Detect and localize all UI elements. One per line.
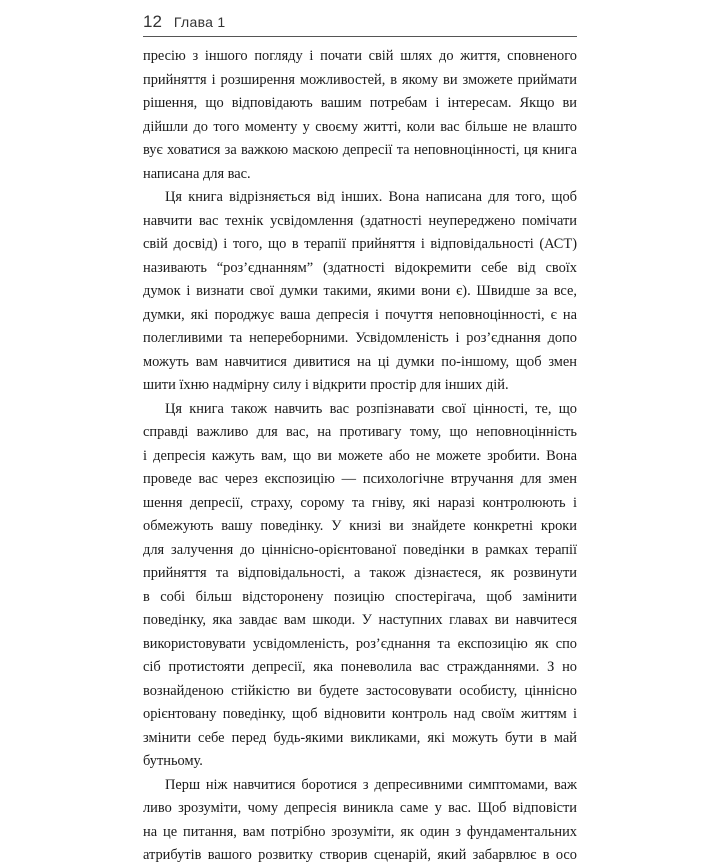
text-line: думки, які породжує ваша депресія і почуття неповноцінності, є на bbox=[143, 306, 577, 323]
text-line: шити їхню надмірну силу і відкрити простір для інших дій. bbox=[143, 377, 509, 393]
text-line: думок і визнати свої думки такими, якими вони є). Швидше за все, bbox=[143, 283, 577, 299]
text-line: і депресія кажуть вам, що ви можете або не можете зробити. Вона bbox=[143, 447, 577, 464]
page-number: 12 bbox=[143, 12, 162, 31]
text-line: шення депресії, страху, сорому та гніву, які наразі контролюють і bbox=[143, 494, 577, 511]
text-line: ливо зрозуміти, чому депресія виникла саме у вас. Щоб відповісти bbox=[143, 800, 577, 816]
text-line: поведінку, яка завдає вам шкоди. У наступних главах ви навчитеся bbox=[143, 612, 577, 628]
text-line: на це питання, вам потрібно зрозуміти, як один з фундаментальних bbox=[143, 823, 577, 840]
header-rule bbox=[143, 36, 577, 37]
text-line: Перш ніж навчитися боротися з депресивними симптомами, важ bbox=[165, 776, 577, 793]
text-line: бутньому. bbox=[143, 753, 203, 769]
text-line: використовувати усвідомленість, роз’єднання та експозицію як спо bbox=[143, 635, 577, 652]
text-line: називають “роз’єднанням” (здатності відокремити себе від своїх bbox=[143, 259, 577, 276]
text-line: рішення, що відповідають вашим потребам і інтересам. Якщо ви bbox=[143, 95, 577, 111]
text-line: обмежують вашу поведінку. У книзі ви знайдете конкретні кроки bbox=[143, 518, 577, 534]
text-line: змінити себе перед будь-якими викликами, які можуть бути в май bbox=[143, 729, 577, 746]
text-line: прийняття і розширення можливостей, в якому ви зможете приймати bbox=[143, 71, 577, 88]
text-line: пресію з іншого погляду і почати свій шлях до життя, сповненого bbox=[143, 48, 577, 64]
text-line: свій досвід) і того, що в терапії прийняття і відповідальності (АСТ) bbox=[143, 236, 577, 252]
text-line: атрибутів вашого розвитку створив сценарій, який забарвлює в осо bbox=[143, 847, 577, 863]
text-line: справді важливо для вас, на противагу тому, що неповноцінність bbox=[143, 424, 577, 440]
text-line: вує ховатися за важкою маскою депресії та неповноцінності, ця книга bbox=[143, 142, 577, 158]
text-line: написана для вас. bbox=[143, 165, 251, 182]
body-text bbox=[143, 45, 577, 868]
text-line: дійшли до того моменту у своєму житті, коли вас більше не влашто bbox=[143, 118, 577, 135]
text-line: в собі більш відсторонену позицію спостерігача, щоб замінити bbox=[143, 588, 577, 605]
text-line: орієнтовану поведінку, щоб відновити контроль над своїм життям і bbox=[143, 706, 577, 722]
text-line: навчити вас технік усвідомлення (здатності неупереджено помічати bbox=[143, 212, 577, 229]
running-header bbox=[143, 12, 226, 32]
text-line: Ця книга відрізняється від інших. Вона написана для того, щоб bbox=[165, 189, 577, 205]
text-line: проведе вас через експозицію — психологічне втручання для змен bbox=[143, 471, 577, 487]
text-line: сіб протистояти депресії, яка поневолила вас стражданнями. З но bbox=[143, 659, 577, 675]
text-line: можуть вам навчитися дивитися на ці думки по-іншому, щоб змен bbox=[143, 353, 577, 370]
text-line: для залучення до ціннісно-орієнтованої поведінки в рамках терапії bbox=[143, 541, 577, 558]
text-line: Ця книга також навчить вас розпізнавати свої цінності, те, що bbox=[165, 400, 577, 417]
text-line: прийняття та відповідальності, а також дізнаєтеся, як розвинути bbox=[143, 565, 577, 581]
text-line: вознайденою стійкістю ви будете застосовувати особисту, ціннісно bbox=[143, 682, 577, 699]
text-line: полегливими та непереборними. Усвідомленість і роз’єднання допо bbox=[143, 330, 577, 346]
chapter-title: Глава 1 bbox=[173, 14, 226, 30]
